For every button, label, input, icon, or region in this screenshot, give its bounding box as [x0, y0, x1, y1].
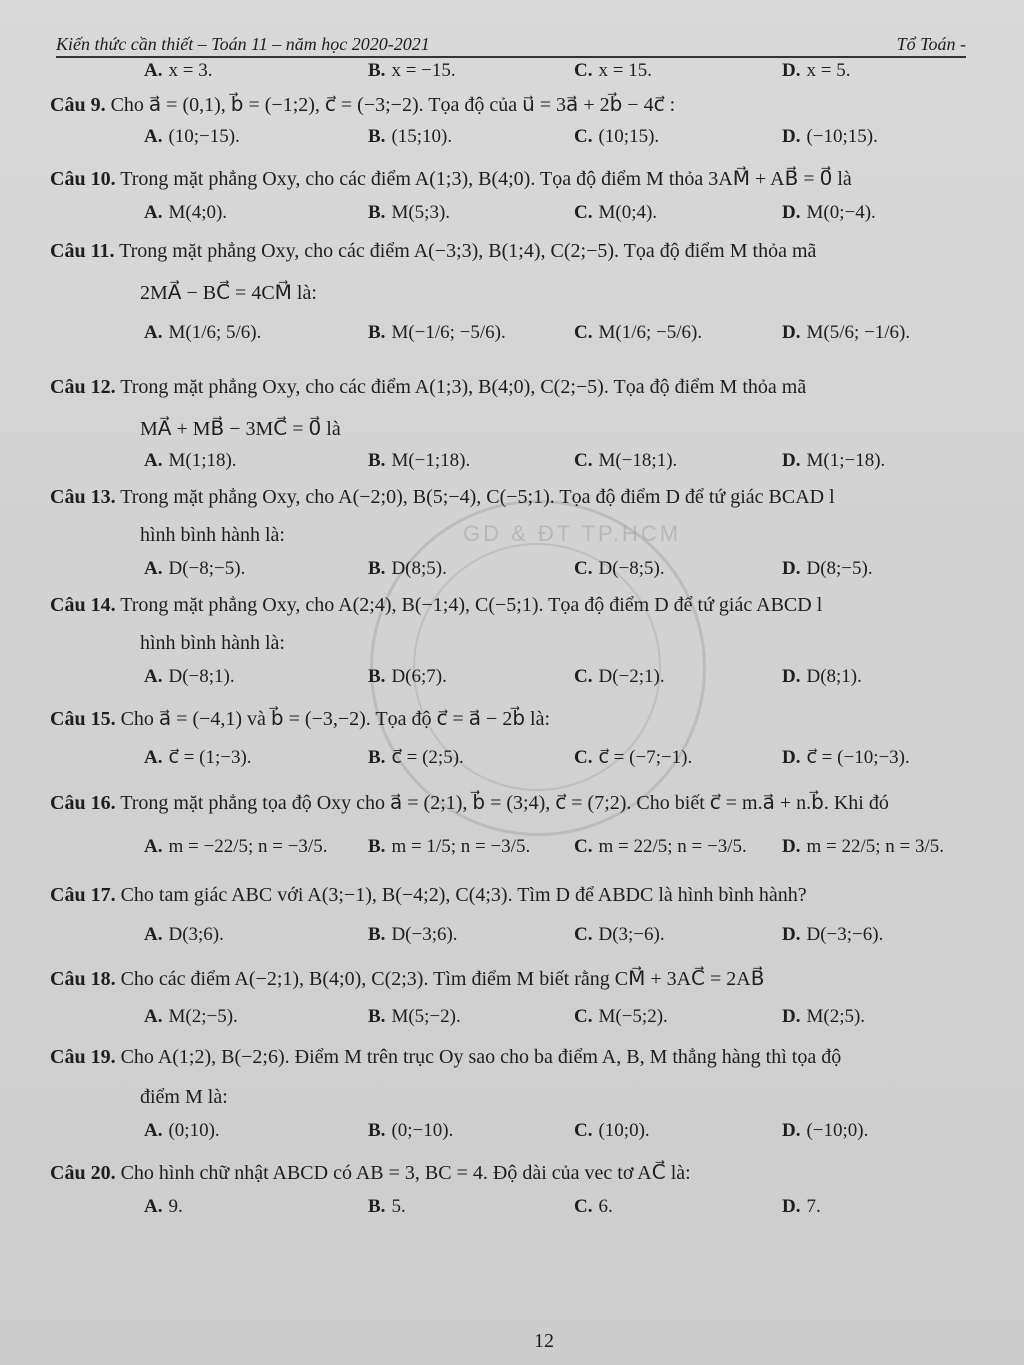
- option-label: D.: [782, 558, 801, 579]
- option-b: [368, 558, 447, 580]
- question-number: Câu 12.: [50, 376, 116, 398]
- option-a: [144, 202, 227, 224]
- option-label: B.: [368, 558, 386, 579]
- option-text: M(−1/6; −5/6).: [391, 322, 506, 343]
- option-text: M(1;−18).: [806, 450, 886, 471]
- option-label: D.: [782, 1196, 801, 1217]
- question-12: [50, 376, 806, 399]
- question-20: [50, 1160, 691, 1185]
- option-text: M(0;4).: [598, 202, 658, 223]
- question-19: [50, 1046, 841, 1069]
- option-q8-d: [782, 60, 850, 82]
- question-text: Trong mặt phẳng Oxy, cho các điểm A(1;3), B(4;0), C(2;−5). Tọa độ điểm M thỏa mã: [120, 376, 807, 398]
- option-text: c⃗ = (2;5).: [391, 747, 464, 768]
- option-label: B.: [368, 126, 386, 147]
- option-label: C.: [574, 202, 593, 223]
- option-label: B.: [368, 747, 386, 768]
- option-label: D.: [782, 126, 801, 147]
- option-label: A.: [144, 1006, 163, 1027]
- question-number: Câu 20.: [50, 1162, 116, 1184]
- question-11: [50, 240, 816, 263]
- option-a: [144, 1196, 183, 1218]
- option-a: [144, 746, 252, 769]
- option-text: D(8;−5).: [806, 558, 873, 579]
- option-d: [782, 1120, 868, 1142]
- option-a: [144, 836, 327, 858]
- option-label: D.: [782, 1006, 801, 1027]
- option-c: [574, 202, 657, 224]
- question-text: Cho a⃗ = (0,1), b⃗ = (−1;2), c⃗ = (−3;−2). Tọa độ của u⃗ = 3a⃗ + 2b⃗ − 4c⃗ :: [110, 94, 676, 116]
- option-text: M(−1;18).: [391, 450, 471, 471]
- question-text: Trong mặt phẳng Oxy, cho A(2;4), B(−1;4), C(−5;1). Tọa độ điểm D để tứ giác ABCD l: [120, 594, 823, 616]
- question-continuation: hình bình hành là:: [140, 524, 285, 546]
- watermark-text: GD & ĐT TP.HCM: [463, 521, 682, 546]
- option-text: M(2;5).: [806, 1006, 866, 1027]
- option-label: B.: [368, 322, 386, 343]
- option-text: M(5/6; −1/6).: [806, 322, 911, 343]
- option-text: x = 15.: [598, 60, 652, 81]
- question-number: Câu 11.: [50, 240, 115, 262]
- option-text: M(−5;2).: [598, 1006, 668, 1027]
- option-a: [144, 450, 237, 472]
- option-text: D(6;7).: [391, 666, 447, 687]
- question-number: Câu 14.: [50, 594, 116, 616]
- option-b: [368, 746, 464, 769]
- option-d: [782, 666, 862, 688]
- option-label: D.: [782, 836, 801, 857]
- option-text: (15;10).: [391, 126, 453, 147]
- option-text: D(3;6).: [168, 924, 224, 945]
- option-text: c⃗ = (−7;−1).: [598, 747, 693, 768]
- question-continuation: MA⃗ + MB⃗ − 3MC⃗ = 0⃗ là: [140, 418, 341, 440]
- option-label: A.: [144, 1120, 163, 1141]
- option-q8-c: [574, 60, 652, 82]
- option-text: x = 5.: [806, 60, 851, 81]
- question-number: Câu 19.: [50, 1046, 116, 1068]
- option-d: [782, 126, 878, 148]
- option-label: D.: [782, 1120, 801, 1141]
- option-b: [368, 1120, 453, 1142]
- question-text: Cho tam giác ABC với A(3;−1), B(−4;2), C(4;3). Tìm D để ABDC là hình bình hành?: [120, 884, 807, 906]
- option-text: M(4;0).: [168, 202, 228, 223]
- option-label: A.: [144, 450, 163, 471]
- option-text: M(1/6; 5/6).: [168, 322, 262, 343]
- header-department: Tổ Toán -: [896, 34, 966, 54]
- question-number: Câu 17.: [50, 884, 116, 906]
- option-text: D(−3;−6).: [806, 924, 884, 945]
- option-text: (10;15).: [598, 126, 660, 147]
- option-c: [574, 746, 692, 769]
- option-text: M(5;−2).: [391, 1006, 461, 1027]
- question-13: [50, 486, 835, 509]
- option-c: [574, 1006, 668, 1028]
- option-label: C.: [574, 60, 593, 81]
- option-label: A.: [144, 558, 163, 579]
- option-text: D(−2;1).: [598, 666, 665, 687]
- question-text: Trong mặt phẳng Oxy, cho A(−2;0), B(5;−4), C(−5;1). Tọa độ điểm D để tứ giác BCAD l: [120, 486, 835, 508]
- option-text: m = 22/5; n = 3/5.: [806, 836, 945, 857]
- option-label: C.: [574, 747, 593, 768]
- option-a: [144, 322, 261, 344]
- option-text: c⃗ = (1;−3).: [168, 747, 252, 768]
- question-9: [50, 92, 675, 117]
- option-text: x = −15.: [391, 60, 456, 81]
- header-title: Kiến thức cần thiết – Toán 11 – năm học 2020-2021: [56, 34, 430, 54]
- option-c: [574, 1120, 650, 1142]
- option-b: [368, 1006, 461, 1028]
- option-d: [782, 836, 944, 858]
- question-text: Cho A(1;2), B(−2;6). Điểm M trên trục Oy sao cho ba điểm A, B, M thẳng hàng thì tọa độ: [120, 1046, 842, 1068]
- option-d: [782, 202, 876, 224]
- question-14: [50, 594, 822, 617]
- option-text: x = 3.: [168, 60, 213, 81]
- question-continuation: hình bình hành là:: [140, 632, 285, 654]
- option-label: B.: [368, 60, 386, 81]
- option-label: D.: [782, 60, 801, 81]
- option-text: M(2;−5).: [168, 1006, 238, 1027]
- option-text: D(−8;−5).: [168, 558, 246, 579]
- question-text: Cho hình chữ nhật ABCD có AB = 3, BC = 4. Độ dài của vec tơ AC⃗ là:: [120, 1162, 691, 1184]
- option-text: D(−3;6).: [391, 924, 458, 945]
- question-text: Trong mặt phẳng Oxy, cho các điểm A(1;3), B(4;0). Tọa độ điểm M thỏa 3AM⃗ + AB⃗ = 0⃗ là: [120, 168, 852, 190]
- option-b: [368, 924, 458, 946]
- option-d: [782, 1006, 865, 1028]
- option-label: B.: [368, 666, 386, 687]
- question-text: Trong mặt phẳng Oxy, cho các điểm A(−3;3), B(1;4), C(2;−5). Tọa độ điểm M thỏa mã: [119, 240, 817, 262]
- option-b: [368, 666, 447, 688]
- option-a: [144, 126, 240, 148]
- option-b: [368, 1196, 406, 1218]
- option-label: A.: [144, 836, 163, 857]
- option-label: C.: [574, 450, 593, 471]
- option-d: [782, 1196, 821, 1218]
- option-label: B.: [368, 1120, 386, 1141]
- option-label: C.: [574, 322, 593, 343]
- option-label: A.: [144, 126, 163, 147]
- option-b: [368, 836, 530, 858]
- option-label: B.: [368, 1006, 386, 1027]
- question-text: Trong mặt phẳng tọa độ Oxy cho a⃗ = (2;1), b⃗ = (3;4), c⃗ = (7;2). Cho biết c⃗ = m.a⃗ + n.b⃗. Khi đó: [120, 792, 889, 814]
- option-b: [368, 450, 470, 472]
- option-label: B.: [368, 924, 386, 945]
- question-continuation: điểm M là:: [140, 1086, 228, 1108]
- question-continuation: 2MA⃗ − BC⃗ = 4CM⃗ là:: [140, 282, 317, 304]
- option-a: [144, 924, 224, 946]
- option-label: C.: [574, 666, 593, 687]
- option-text: 5.: [391, 1196, 406, 1217]
- option-label: D.: [782, 322, 801, 343]
- option-text: D(8;1).: [806, 666, 862, 687]
- option-a: [144, 1006, 238, 1028]
- question-number: Câu 15.: [50, 708, 116, 730]
- option-label: C.: [574, 1120, 593, 1141]
- question-15: [50, 706, 550, 731]
- option-label: D.: [782, 666, 801, 687]
- question-number: Câu 16.: [50, 792, 116, 814]
- option-label: A.: [144, 322, 163, 343]
- option-text: m = 1/5; n = −3/5.: [391, 836, 531, 857]
- option-text: M(0;−4).: [806, 202, 876, 223]
- question-number: Câu 10.: [50, 168, 116, 190]
- option-c: [574, 126, 659, 148]
- option-label: C.: [574, 836, 593, 857]
- option-d: [782, 924, 883, 946]
- option-text: D(−8;5).: [598, 558, 665, 579]
- option-c: [574, 450, 677, 472]
- option-text: D(−8;1).: [168, 666, 235, 687]
- option-text: (10;0).: [598, 1120, 650, 1141]
- option-d: [782, 746, 910, 769]
- option-label: A.: [144, 60, 163, 81]
- option-c: [574, 666, 665, 688]
- option-c: [574, 558, 665, 580]
- question-text: Cho a⃗ = (−4,1) và b⃗ = (−3,−2). Tọa độ c⃗ = a⃗ − 2b⃗ là:: [120, 708, 551, 730]
- question-18: [50, 966, 764, 991]
- option-text: (10;−15).: [168, 126, 240, 147]
- option-label: C.: [574, 126, 593, 147]
- option-b: [368, 322, 506, 344]
- option-label: B.: [368, 836, 386, 857]
- option-b: [368, 126, 452, 148]
- option-text: m = −22/5; n = −3/5.: [168, 836, 328, 857]
- option-label: C.: [574, 1196, 593, 1217]
- option-text: 9.: [168, 1196, 183, 1217]
- option-label: A.: [144, 924, 163, 945]
- option-text: M(1/6; −5/6).: [598, 322, 703, 343]
- option-label: D.: [782, 202, 801, 223]
- question-number: Câu 13.: [50, 486, 116, 508]
- option-q8-b: [368, 60, 456, 82]
- option-label: A.: [144, 666, 163, 687]
- question-10: [50, 166, 852, 191]
- option-label: D.: [782, 924, 801, 945]
- option-text: (0;10).: [168, 1120, 220, 1141]
- option-text: 6.: [598, 1196, 613, 1217]
- option-b: [368, 202, 450, 224]
- option-text: M(5;3).: [391, 202, 451, 223]
- question-text: Cho các điểm A(−2;1), B(4;0), C(2;3). Tìm điểm M biết rằng CM⃗ + 3AC⃗ = 2AB⃗: [120, 968, 765, 990]
- option-text: D(8;5).: [391, 558, 447, 579]
- option-text: D(3;−6).: [598, 924, 665, 945]
- page-header: [56, 32, 966, 58]
- option-label: A.: [144, 202, 163, 223]
- option-c: [574, 836, 747, 858]
- option-text: m = 22/5; n = −3/5.: [598, 836, 747, 857]
- option-label: A.: [144, 1196, 163, 1217]
- option-label: B.: [368, 202, 386, 223]
- option-text: M(1;18).: [168, 450, 237, 471]
- option-c: [574, 322, 702, 344]
- option-text: 7.: [806, 1196, 821, 1217]
- question-number: Câu 9.: [50, 94, 106, 116]
- option-text: c⃗ = (−10;−3).: [806, 747, 910, 768]
- option-d: [782, 450, 885, 472]
- option-label: B.: [368, 1196, 386, 1217]
- option-text: (−10;0).: [806, 1120, 869, 1141]
- option-label: D.: [782, 747, 801, 768]
- question-16: [50, 790, 889, 815]
- option-label: C.: [574, 924, 593, 945]
- option-label: B.: [368, 450, 386, 471]
- option-label: A.: [144, 747, 163, 768]
- option-a: [144, 666, 235, 688]
- question-number: Câu 18.: [50, 968, 116, 990]
- option-label: D.: [782, 450, 801, 471]
- option-a: [144, 1120, 220, 1142]
- option-c: [574, 1196, 613, 1218]
- option-label: C.: [574, 1006, 593, 1027]
- option-a: [144, 558, 245, 580]
- question-17: [50, 884, 807, 907]
- option-d: [782, 558, 873, 580]
- option-label: C.: [574, 558, 593, 579]
- option-d: [782, 322, 910, 344]
- page-number: 12: [534, 1330, 554, 1352]
- option-c: [574, 924, 665, 946]
- option-text: (−10;15).: [806, 126, 878, 147]
- option-text: M(−18;1).: [598, 450, 678, 471]
- option-q8-a: [144, 60, 212, 82]
- option-text: (0;−10).: [391, 1120, 454, 1141]
